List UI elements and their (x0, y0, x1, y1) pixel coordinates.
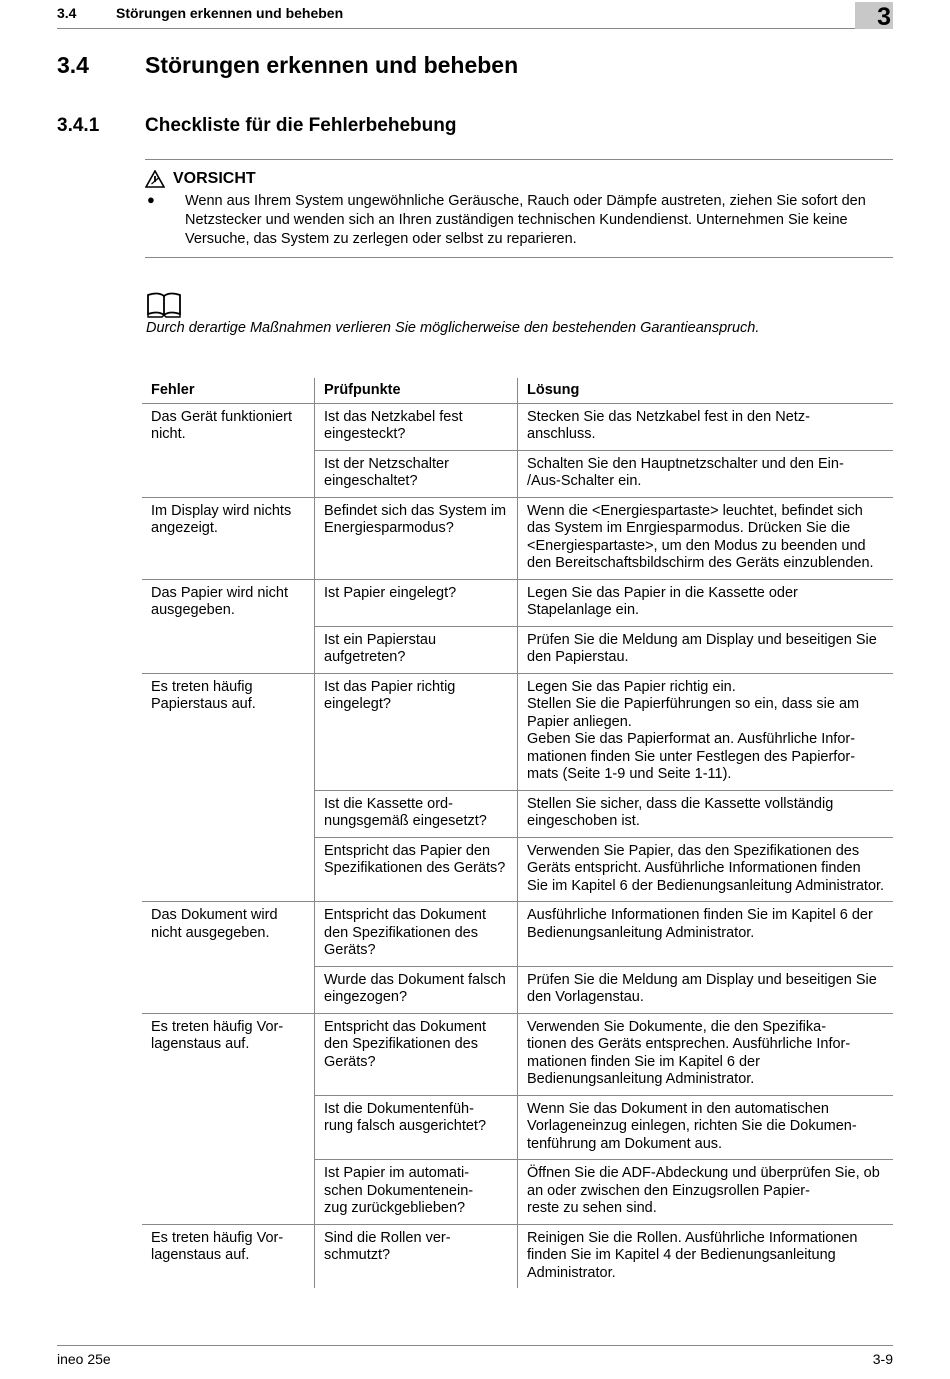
column-header-pruefpunkte: Prüfpunkte (315, 378, 518, 403)
table-row (142, 497, 893, 579)
pruefpunkt-cell: Entspricht das Dokument den Spezifikationen des Geräts? (315, 902, 518, 967)
table-row (142, 579, 893, 626)
fehler-cell: Im Display wird nichts angezeigt. (142, 497, 315, 579)
pruefpunkt-cell: Sind die Rollen ver- schmutzt? (315, 1224, 518, 1288)
loesung-cell: Verwenden Sie Papier, das den Spezifikationen des Geräts entspricht. Ausführliche Informationen finden Sie im Kapitel 6 der Bedienungsanleitung Administrator. (518, 837, 894, 902)
caution-text: Wenn aus Ihrem System ungewöhnliche Geräusche, Rauch oder Dämpfe austreten, ziehen Sie sofort den Netzstecker und wenden sich an Ihren zuständigen technischen Kundendienst. Unternehmen Sie keine Versuche, das System zu zerlegen oder selbst zu reparieren. (185, 193, 866, 247)
pruefpunkt-cell: Ist die Dokumentenfüh- rung falsch ausgerichtet? (315, 1095, 518, 1160)
footer-rule (57, 1345, 893, 1346)
loesung-cell: Wenn die <Energiespartaste> leuchtet, befindet sich das System im Enrgiesparmodus. Drücken Sie die <Energiespartaste>, um den Modus zu beenden und den Bereitschaftsbildschirm des Geräts einzublenden. (518, 497, 894, 579)
loesung-cell: Prüfen Sie die Meldung am Display und beseitigen Sie den Vorlagenstau. (518, 966, 894, 1013)
column-header-loesung: Lösung (518, 378, 894, 403)
fehler-cell: Es treten häufig Papierstaus auf. (142, 673, 315, 902)
pruefpunkt-cell: Entspricht das Dokument den Spezifikationen des Geräts? (315, 1013, 518, 1095)
fehler-cell: Es treten häufig Vor- lagenstaus auf. (151, 1229, 284, 1263)
troubleshooting-table (142, 378, 893, 1288)
header-section-number: 3.4 (57, 5, 77, 21)
loesung-cell: Schalten Sie den Hauptnetzschalter und den Ein- /Aus-Schalter ein. (518, 450, 894, 497)
pruefpunkt-cell: Wurde das Dokument falsch eingezogen? (315, 966, 518, 1013)
table-row (142, 1224, 893, 1288)
loesung-cell: Verwenden Sie Dokumente, die den Spezifika- tionen des Geräts entsprechen. Ausführliche Infor- mationen finden Sie im Kapitel 6 der Bedienungsanleitung Administrator. (518, 1013, 894, 1095)
caution-label: VORSICHT (173, 170, 256, 187)
pruefpunkt-cell: Entspricht das Papier den Spezifikationen des Geräts? (315, 837, 518, 902)
pruefpunkt-cell: Ist Papier im automati- schen Dokumentenein- zug zurückgeblieben? (315, 1160, 518, 1225)
footer-page-number: 3-9 (872, 1351, 893, 1367)
chapter-badge: 3 (855, 2, 893, 29)
pruefpunkt-cell: Befindet sich das System im Energiesparmodus? (315, 497, 518, 579)
header-section-title: Störungen erkennen und beheben (116, 5, 344, 21)
section-heading-title: Störungen erkennen und beheben (145, 52, 519, 78)
loesung-cell: Prüfen Sie die Meldung am Display und beseitigen Sie den Papierstau. (518, 626, 894, 673)
fehler-cell: Das Dokument wird nicht ausgegeben. (142, 902, 315, 1014)
table-row (142, 403, 893, 450)
table-row (142, 673, 893, 790)
fehler-cell: Es treten häufig Vor- lagenstaus auf. (142, 1013, 315, 1224)
fehler-cell: Das Papier wird nicht ausgegeben. (142, 579, 315, 673)
note-text: Durch derartige Maßnahmen verlieren Sie möglicherweise den bestehenden Garantieanspruch. (146, 320, 760, 336)
open-book-icon (146, 292, 182, 318)
loesung-cell: Wenn Sie das Dokument in den automatischen Vorlageneinzug einlegen, richten Sie die Dokumen- tenführung am Dokument aus. (518, 1095, 894, 1160)
loesung-cell: Öffnen Sie die ADF-Abdeckung und überprüfen Sie, ob an oder zwischen den Einzugsrollen Papier- reste zu sehen sind. (518, 1160, 894, 1225)
loesung-cell: Legen Sie das Papier richtig ein. Stellen Sie die Papierführungen so ein, dass sie am Papier anliegen. Geben Sie das Papierformat an. Ausführliche Infor- mationen finden Sie unter Festlegen des Papierfor- mats (Seite 1-9 und Seite 1-11). (518, 673, 894, 790)
caution-top-rule (145, 159, 893, 160)
pruefpunkt-cell: Ist der Netzschalter eingeschaltet? (315, 450, 518, 497)
footer-product-name: ineo 25e (57, 1351, 111, 1367)
header-rule (57, 28, 855, 29)
pruefpunkt-cell: Ist das Netzkabel fest eingesteckt? (315, 403, 518, 450)
column-header-fehler: Fehler (142, 378, 315, 403)
warning-triangle-icon (145, 170, 165, 188)
loesung-cell: Reinigen Sie die Rollen. Ausführliche Informationen finden Sie im Kapitel 4 der Bedienungsanleitung Administrator. (518, 1224, 894, 1288)
table-body (142, 403, 893, 1288)
fehler-cell: Das Gerät funktioniert nicht. (142, 403, 315, 497)
loesung-cell: Stecken Sie das Netzkabel fest in den Netz- anschluss. (518, 403, 894, 450)
caution-bullet: ● (147, 192, 155, 207)
subsection-heading-title: Checkliste für die Fehlerbehebung (145, 115, 457, 136)
table-row (142, 902, 893, 967)
loesung-cell: Stellen Sie sicher, dass die Kassette vollständig eingeschoben ist. (518, 790, 894, 837)
pruefpunkt-cell: Ist Papier eingelegt? (315, 579, 518, 626)
subsection-heading-number: 3.4.1 (57, 115, 100, 136)
pruefpunkt-cell: Ist ein Papierstau aufgetreten? (315, 626, 518, 673)
caution-heading (145, 170, 256, 188)
table-row (142, 1013, 893, 1095)
section-heading-number: 3.4 (57, 52, 89, 78)
loesung-cell: Legen Sie das Papier in die Kassette oder Stapelanlage ein. (518, 579, 894, 626)
pruefpunkt-cell: Ist die Kassette ord- nungsgemäß eingesetzt? (315, 790, 518, 837)
pruefpunkt-cell: Ist das Papier richtig eingelegt? (315, 673, 518, 790)
table-header-row (142, 378, 893, 403)
caution-bottom-rule (145, 257, 893, 258)
loesung-cell: Ausführliche Informationen finden Sie im Kapitel 6 der Bedienungsanleitung Administrator. (518, 902, 894, 967)
running-header (57, 0, 893, 29)
